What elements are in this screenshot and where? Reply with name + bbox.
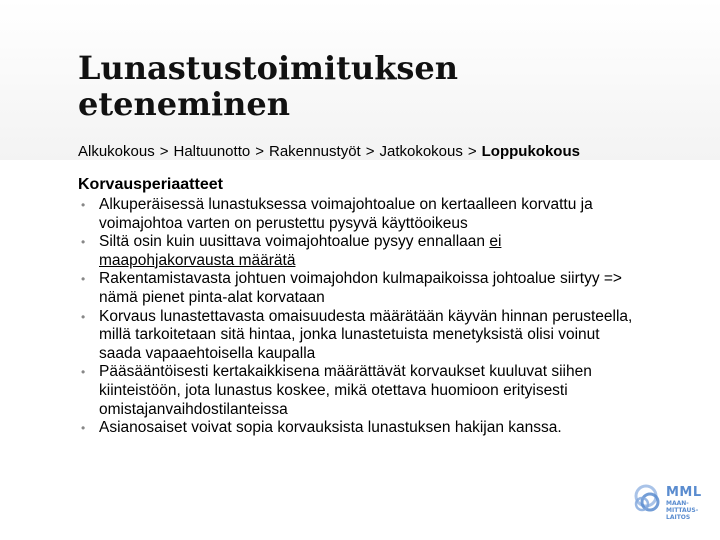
breadcrumb-separator: > <box>365 143 375 160</box>
bullet-item <box>78 308 638 364</box>
bullet-item <box>78 233 638 270</box>
logo-subtitle-line-1: MAAN- <box>666 500 689 507</box>
breadcrumb-current-loppukokous: Loppukokous <box>481 143 580 160</box>
slide-title <box>78 50 678 122</box>
bullet-item <box>78 196 638 233</box>
logo-subtitle-line-3: LAITOS <box>666 514 691 521</box>
bullet-marker: • <box>81 198 86 212</box>
title-line-1: Lunastustoimituksen <box>78 49 458 87</box>
breadcrumb-separator: > <box>255 143 264 160</box>
bullet-marker: • <box>81 309 86 324</box>
bullet-text-underlined: ei maapohjakorvausta määrätä <box>99 233 502 269</box>
breadcrumb-separator: > <box>467 143 477 160</box>
section-heading: Korvausperiaatteet <box>78 176 223 193</box>
title-line-2: eteneminen <box>78 85 291 123</box>
bullet-text: Rakentamistavasta johtuen voimajohdon kulmapaikoissa johtoalue siirtyy => nämä pienet pinta-alat korvataan <box>99 270 622 306</box>
bullet-item <box>78 419 638 438</box>
bullet-list <box>78 196 638 438</box>
bullet-text: Asianosaiset voivat sopia korvauksista lunastuksen hakijan kanssa. <box>99 419 562 437</box>
logo-abbreviation: MML <box>666 485 702 500</box>
breadcrumb-step-haltuunotto: Haltuunotto <box>173 143 251 160</box>
breadcrumb-step-alkukokous: Alkukokous <box>78 143 155 160</box>
bullet-text: Korvaus lunastettavasta omaisuudesta määrätään käyvän hinnan perusteella, millä tarkoitetaan sitä hintaa, jonka lunastetuista menetyksistä olisi voinut saada vapaaehtoisella kaupalla <box>99 307 633 362</box>
breadcrumb <box>78 142 580 162</box>
breadcrumb-step-jatkokokous: Jatkokokous <box>379 143 463 160</box>
logo-subtitle-line-2: MITTAUS- <box>666 507 699 514</box>
bullet-text: Alkuperäisessä lunastuksessa voimajohtoalue on kertaalleen korvattu ja voimajohtoa varten on perustettu pysyvä käyttöoikeus <box>99 196 593 232</box>
mml-logo-text <box>666 486 716 521</box>
bullet-text: Pääsääntöisesti kertakaikkisena määrättävät korvaukset kuuluvat siihen kiinteistöön, jota lunastus koskee, mikä otettava huomioon erityisesti omistajanvaihdostilanteissa <box>99 363 592 418</box>
bullet-item <box>78 270 638 307</box>
breadcrumb-step-rakennustyot: Rakennustyöt <box>268 143 361 160</box>
bullet-item <box>78 363 638 419</box>
bullet-marker: • <box>81 365 86 380</box>
bullet-marker: • <box>81 235 86 250</box>
bullet-marker: • <box>81 272 86 287</box>
bullet-text: Siltä osin kuin uusittava voimajohtoalue pysyy ennallaan <box>99 233 490 251</box>
breadcrumb-separator: > <box>159 143 169 160</box>
bullet-marker: • <box>81 421 86 436</box>
